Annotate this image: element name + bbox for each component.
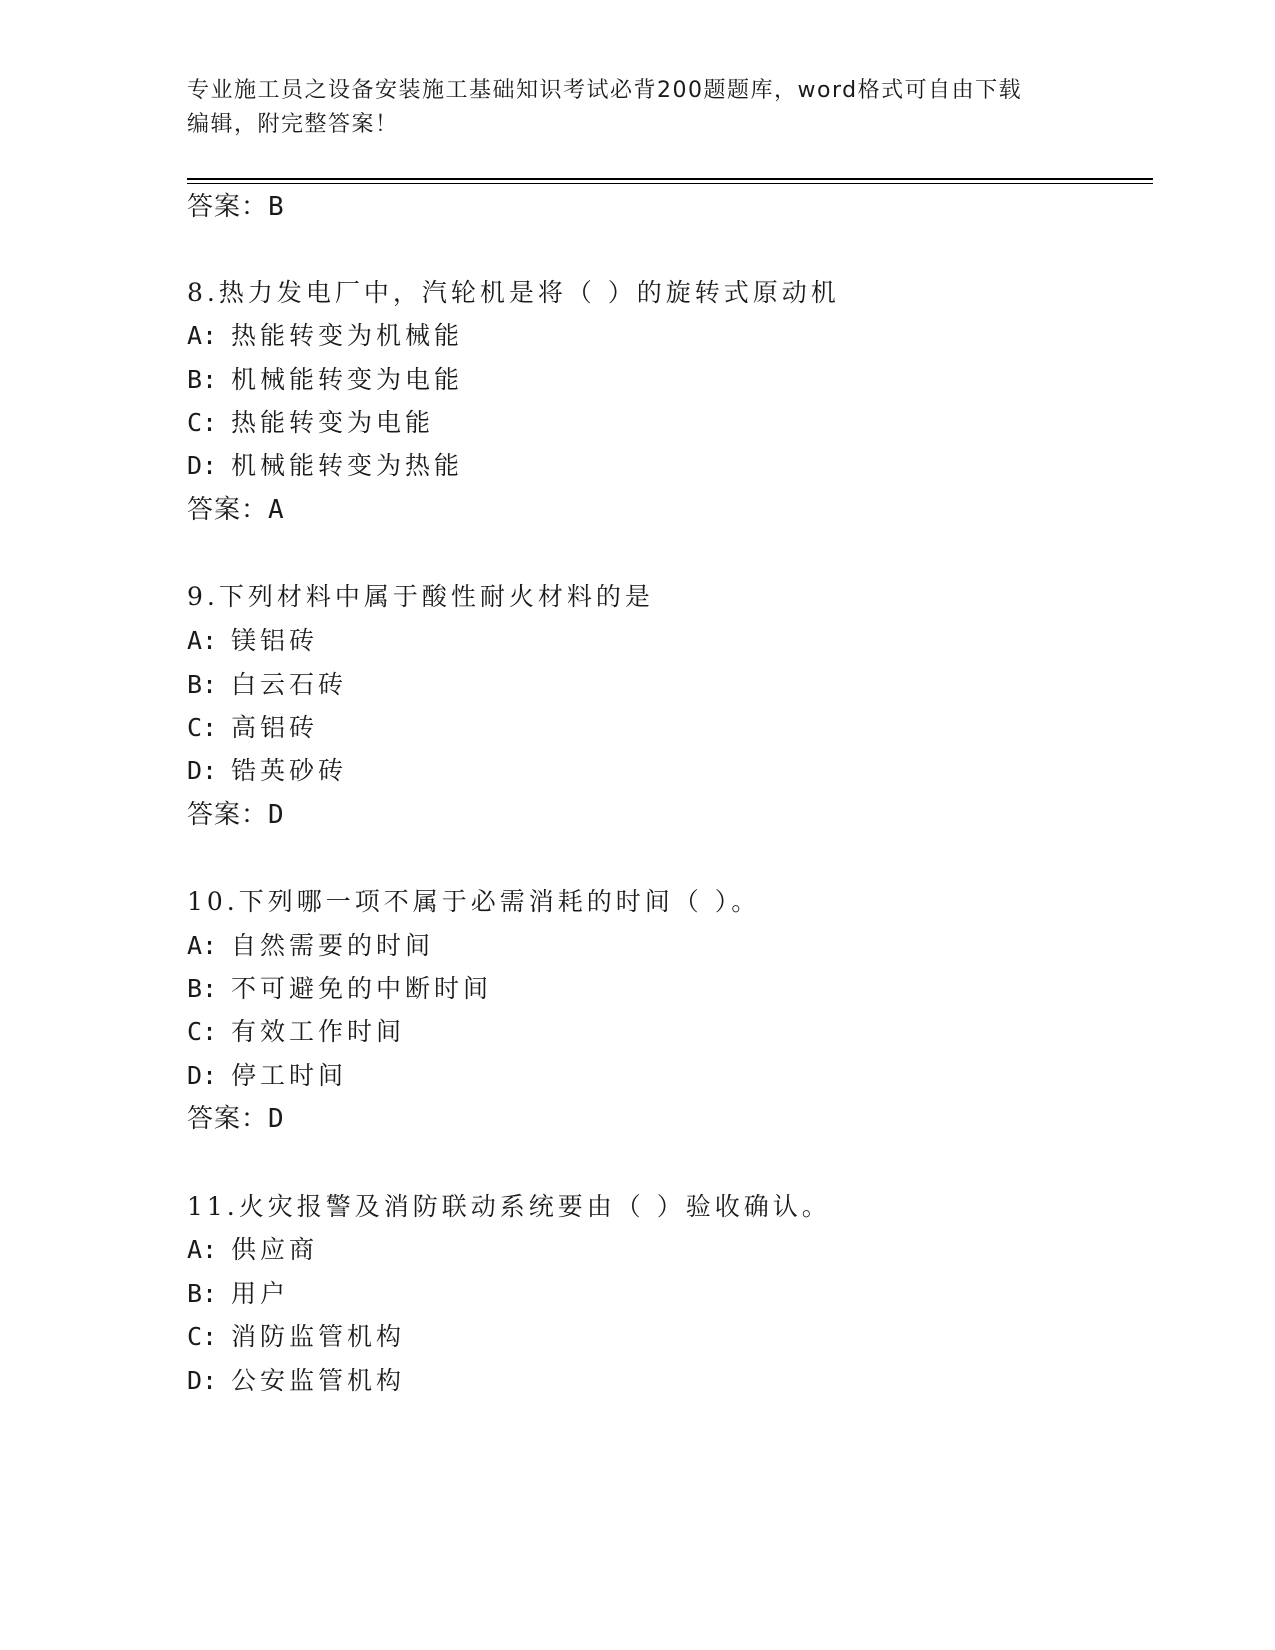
option-key: C: <box>187 1017 218 1046</box>
answer-value: D <box>268 1104 285 1134</box>
header-divider-thin <box>187 183 1153 184</box>
answer-label: 答案： <box>187 1104 269 1134</box>
option-text: 热能转变为机械能 <box>231 321 464 350</box>
option-c <box>187 1015 405 1049</box>
option-key: D: <box>187 451 218 480</box>
option-d <box>187 1364 405 1398</box>
option-b <box>187 668 347 702</box>
answer-line <box>187 1102 285 1136</box>
option-d <box>187 1059 347 1093</box>
option-key: A: <box>187 321 218 350</box>
option-text: 停工时间 <box>231 1061 348 1090</box>
option-text: 消防监管机构 <box>231 1322 406 1351</box>
option-b <box>187 363 463 397</box>
answer-line <box>187 190 285 224</box>
option-c <box>187 406 434 440</box>
answer-value: D <box>268 800 285 830</box>
option-c <box>187 1320 405 1354</box>
option-key: B: <box>187 365 218 394</box>
option-text: 不可避免的中断时间 <box>231 974 493 1003</box>
question-stem: 11.火灾报警及消防联动系统要由（ ）验收确认。 <box>187 1192 831 1221</box>
option-key: D: <box>187 1366 218 1395</box>
option-text: 镁铝砖 <box>231 626 319 655</box>
option-text: 自然需要的时间 <box>231 931 435 960</box>
option-b <box>187 1277 289 1311</box>
option-key: D: <box>187 1061 218 1090</box>
option-text: 公安监管机构 <box>231 1366 406 1395</box>
header-line-1: 专业施工员之设备安装施工基础知识考试必背200题题库，word格式可自由下载 <box>187 78 1023 103</box>
option-text: 锆英砂砖 <box>231 756 348 785</box>
header-divider <box>187 178 1153 180</box>
option-a <box>187 319 463 353</box>
answer-value: A <box>268 495 285 525</box>
header-line-2: 编辑，附完整答案！ <box>187 112 399 137</box>
option-b <box>187 972 492 1006</box>
option-text: 有效工作时间 <box>231 1017 406 1046</box>
option-key: B: <box>187 1279 218 1308</box>
answer-line <box>187 493 285 527</box>
option-text: 高铝砖 <box>231 713 319 742</box>
option-key: C: <box>187 1322 218 1351</box>
answer-label: 答案： <box>187 192 269 222</box>
option-a <box>187 1233 318 1267</box>
option-d <box>187 754 347 788</box>
option-text: 供应商 <box>231 1235 319 1264</box>
option-key: B: <box>187 670 218 699</box>
option-c <box>187 711 318 745</box>
option-key: A: <box>187 931 218 960</box>
answer-label: 答案： <box>187 495 269 525</box>
option-a <box>187 929 434 963</box>
option-text: 机械能转变为热能 <box>231 451 464 480</box>
question-stem: 9.下列材料中属于酸性耐火材料的是 <box>187 582 654 611</box>
option-text: 用户 <box>231 1279 290 1308</box>
option-text: 机械能转变为电能 <box>231 365 464 394</box>
option-text: 白云石砖 <box>231 670 348 699</box>
option-key: A: <box>187 626 218 655</box>
option-text: 热能转变为电能 <box>231 408 435 437</box>
question-stem: 10.下列哪一项不属于必需消耗的时间（ ）。 <box>187 887 761 916</box>
option-key: B: <box>187 974 218 1003</box>
option-d <box>187 449 463 483</box>
answer-label: 答案： <box>187 800 269 830</box>
option-key: C: <box>187 408 218 437</box>
answer-line <box>187 798 285 832</box>
document-header <box>187 74 1077 142</box>
answer-value: B <box>268 192 285 222</box>
option-key: C: <box>187 713 218 742</box>
question-stem: 8.热力发电厂中，汽轮机是将（ ）的旋转式原动机 <box>187 278 840 307</box>
option-key: A: <box>187 1235 218 1264</box>
option-key: D: <box>187 756 218 785</box>
option-a <box>187 624 318 658</box>
